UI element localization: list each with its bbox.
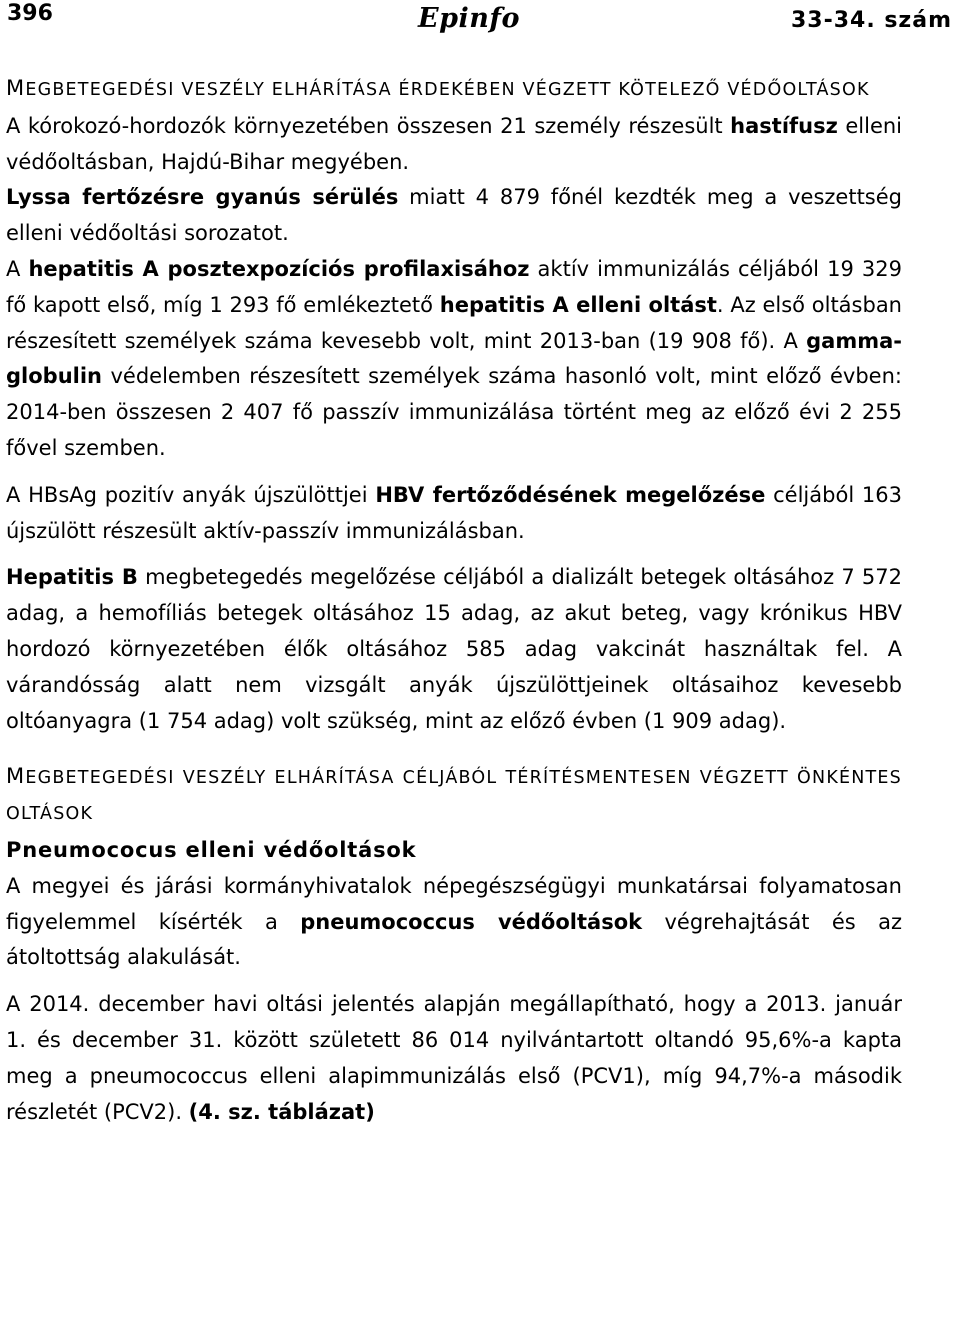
bold-text: hepatitis A elleni oltást	[439, 292, 717, 317]
bold-text: pneumococcus védőoltások	[300, 909, 643, 934]
text: elleni védőoltásban, Hajdú-Bihar megyében.	[6, 113, 903, 174]
text: A kórokozó-hordozók környezetében összesen 21 személy részesült	[6, 113, 731, 138]
spacer	[6, 976, 902, 987]
paragraph-pneumococcus-monitoring	[6, 869, 902, 976]
subheading-pneumococcus: Pneumococus elleni védőoltások	[6, 837, 417, 862]
page-header	[0, 0, 960, 48]
text: aktív immunizálás céljából 19 329 fő kapott első, míg 1 293 fő emlékeztető	[6, 256, 902, 317]
bold-text: hepatitis A posztexpozíciós profilaxisához	[28, 256, 530, 281]
text: céljából 163 újszülött részesült aktív-passzív immunizálásban.	[6, 482, 902, 543]
bold-text: Hepatitis B	[6, 565, 138, 590]
heading-text: EGBETEGEDÉSI VESZÉLY ELHÁRÍTÁSA CÉLJÁBÓL TÉRÍTÉSMENTESEN VÉGZETT ÖNKÉNTES OLTÁSOK	[6, 768, 902, 825]
text: A	[6, 256, 29, 281]
heading-text: EGBETEGEDÉSI VESZÉLY ELHÁRÍTÁSA ÉRDEKÉBEN VÉGZETT KÖTELEZŐ VÉDŐOLTÁSOK	[25, 80, 870, 100]
text: miatt 4 879 főnél kezdték meg a veszettség elleni védőoltási sorozatot.	[6, 185, 902, 246]
text: A HBsAg pozitív anyák újszülöttjei	[6, 482, 376, 507]
issue-number: 33-34. szám	[790, 8, 952, 33]
bold-text: gamma-globulin	[6, 328, 902, 389]
section-heading-mandatory-vaccinations	[6, 71, 902, 109]
bold-text: Lyssa fertőzésre gyanús sérülés	[6, 185, 399, 210]
text: védelemben részesített személyek száma hasonló volt, mint előző évben: 2014-ben összesen 2 407 fő passzív immunizálása történt meg az előző évi 2 255 fővel szemben.	[6, 364, 902, 460]
text: A megyei és járási kormányhivatalok népegészségügyi munkatársai folyamatosan figyelemmel kísérték a	[6, 873, 902, 934]
text: végrehajtását és az átoltottság alakulását.	[6, 909, 902, 970]
bold-text: (4. sz. táblázat)	[188, 1099, 375, 1124]
text: A 2014. december havi oltási jelentés alapján megállapítható, hogy a 2013. január 1. és december 31. között született 86 014 nyilvántartott oltandó 95,6%-a kapta meg a pneumococcus elleni alapimmunizálás első (PCV1), míg 94,7%-a második részletét (PCV2).	[6, 992, 902, 1124]
heading-initial: M	[6, 764, 26, 789]
bold-text: hastífusz	[730, 113, 838, 138]
paragraph-typhoid	[6, 109, 902, 181]
heading-initial: M	[6, 76, 26, 100]
paragraph-hepatitis-a	[6, 252, 902, 467]
section-heading-voluntary-vaccinations	[6, 759, 902, 833]
spacer	[6, 467, 902, 478]
epinfo-logo: Epinfo	[418, 3, 520, 34]
paragraph-hepatitis-b	[6, 560, 902, 739]
text: . Az első oltásban részesített személyek száma kevesebb volt, mint 2013-ban (19 908 fő). A	[6, 292, 902, 353]
page-number: 396	[7, 1, 53, 26]
document-body	[6, 71, 902, 1130]
spacer	[6, 739, 902, 759]
paragraph-rabies	[6, 180, 902, 252]
bold-text: HBV fertőződésének megelőzése	[375, 482, 766, 507]
paragraph-hbv	[6, 478, 902, 550]
paragraph-pneumococcus-coverage	[6, 987, 902, 1130]
text: megbetegedés megelőzése céljából a dializált betegek oltásához 7 572 adag, a hemofíliás betegek oltásához 15 adag, az akut beteg, vagy krónikus HBV hordozó környezetében élők oltásához 585 adag vakcinát használtak fel. A várandósság alatt nem vizsgált anyák újszülöttjeinek oltásaihoz kevesebb oltóanyagra (1 754 adag) volt szükség, mint az előző évben (1 909 adag).	[6, 565, 903, 733]
spacer	[6, 549, 902, 560]
